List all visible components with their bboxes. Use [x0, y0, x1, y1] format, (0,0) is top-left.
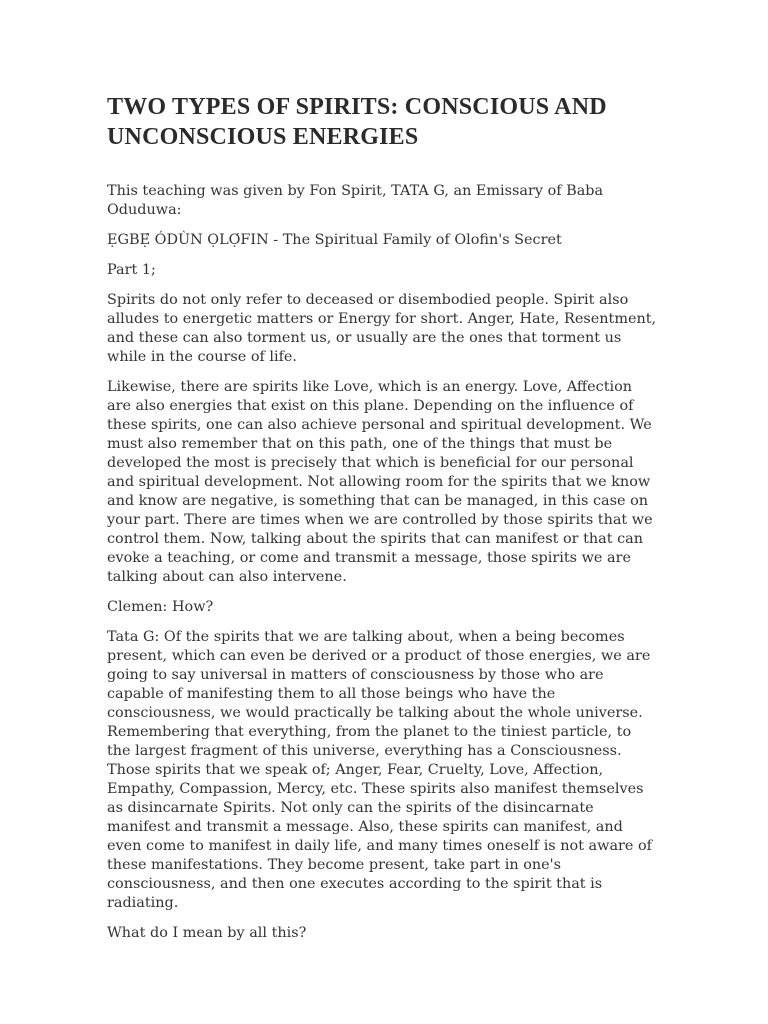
document-page	[107, 92, 657, 954]
dialogue-paragraph: Tata G: Of the spirits that we are talking about, when a being becomes present, which can even be derived or a product of those energies, we are going to say universal in matters of consciousness by those who are capable of manifesting them to all those beings who have the consciousness, we would practically be talking about the whole universe. Remembering that everything, from the planet to the tiniest particle, to the largest fragment of this universe, everything has a Consciousness. Those spirits that we speak of; Anger, Fear, Cruelty, Love, Affection, Empathy, Compassion, Mercy, etc. These spirits also manifest themselves as disincarnate Spirits. Not only can the spirits of the disincarnate manifest and transmit a message. Also, these spirits can manifest, and even come to manifest in daily life, and many times oneself is not aware of these manifestations. They become present, take part in one's consciousness, and then one executes according to the spirit that is radiating.	[107, 629, 652, 911]
intro-paragraph: This teaching was given by Fon Spirit, TATA G, an Emissary of Baba Oduduwa:	[107, 183, 604, 218]
dialogue-paragraph: Clemen: How?	[107, 599, 214, 615]
part-label: Part 1;	[107, 262, 156, 278]
body-paragraph: Spirits do not only refer to deceased or disembodied people. Spirit also alludes to energetic matters or Energy for short. Anger, Hate, Resentment, and these can also torment us, or usually are the ones that torment us while in the course of life.	[107, 292, 657, 365]
subtitle-paragraph: ẸGBẸ́ ÓDÙN ỌLỌ́FIN - The Spiritual Family of Olofin's Secret	[107, 232, 562, 248]
body-paragraph: Likewise, there are spirits like Love, which is an energy. Love, Affection are also energies that exist on this plane. Depending on the influence of these spirits, one can also achieve personal and spiritual development. We must also remember that on this path, one of the things that must be developed the most is precisely that which is beneficial for our personal and spiritual development. Not allowing room for the spirits that we know and know are negative, is something that can be managed, in this case on your part. There are times when we are controlled by those spirits that we control them. Now, talking about the spirits that can manifest or that can evoke a teaching, or come and transmit a message, those spirits we are talking about can also intervene.	[107, 379, 653, 585]
document-title: TWO TYPES OF SPIRITS: CONSCIOUS AND UNCONSCIOUS ENERGIES	[107, 94, 607, 150]
closing-question: What do I mean by all this?	[107, 925, 307, 941]
